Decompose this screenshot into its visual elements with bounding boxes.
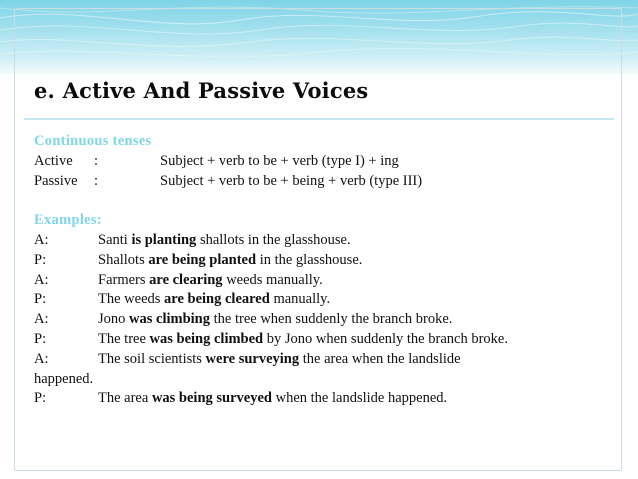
verb-phrase: was climbing <box>129 311 210 328</box>
example-label: P: <box>34 291 47 308</box>
example-row <box>34 251 604 271</box>
example-label: P: <box>34 390 47 407</box>
slide-content <box>34 132 604 409</box>
example-label: A: <box>34 350 49 367</box>
title-divider <box>24 118 614 120</box>
example-sentence: Farmers are clearing weeds manually. <box>98 271 323 288</box>
example-row <box>34 310 604 330</box>
example-row <box>34 271 604 291</box>
examples-heading: Examples: <box>34 212 102 229</box>
example-row <box>34 389 604 409</box>
slide-title: e. Active And Passive Voices <box>34 78 369 103</box>
form-row-passive <box>34 172 604 192</box>
example-sentence: Santi is planting shallots in the glasshouse. <box>98 231 351 248</box>
example-row <box>34 290 604 310</box>
verb-phrase: is planting <box>131 231 197 248</box>
form-colon: : <box>94 152 99 169</box>
example-sentence: The tree was being climbed by Jono when suddenly the branch broke. <box>98 330 508 347</box>
example-row <box>34 231 604 251</box>
example-label: A: <box>34 231 49 248</box>
example-sentence: The soil scientists were surveying the area when the landslide <box>98 350 461 367</box>
verb-phrase: was being climbed <box>149 330 264 347</box>
example-sentence: Jono was climbing the tree when suddenly the branch broke. <box>98 311 453 328</box>
example-row <box>34 350 604 370</box>
example-label: P: <box>34 330 47 347</box>
example-sentence: The weeds are being cleared manually. <box>98 291 331 308</box>
verb-phrase: are being cleared <box>164 291 270 308</box>
form-colon: : <box>94 172 99 189</box>
section-heading: Continuous tenses <box>34 133 152 149</box>
form-row-active <box>34 152 604 172</box>
example-row <box>34 330 604 350</box>
example-sentence: Shallots are being planted in the glasshouse. <box>98 251 363 268</box>
example-continuation: happened. <box>34 370 94 387</box>
form-formula: Subject + verb to be + being + verb (type III) <box>160 172 423 189</box>
form-label: Passive <box>34 172 78 189</box>
example-sentence: The area was being surveyed when the landslide happened. <box>98 390 448 407</box>
form-label: Active <box>34 152 73 169</box>
verb-phrase: are being planted <box>148 251 257 268</box>
example-label: A: <box>34 311 49 328</box>
verb-phrase: was being surveyed <box>151 390 272 407</box>
form-formula: Subject + verb to be + verb (type I) + ing <box>160 152 399 169</box>
verb-phrase: are clearing <box>149 271 223 288</box>
example-label: A: <box>34 271 49 288</box>
verb-phrase: were surveying <box>205 350 300 367</box>
example-label: P: <box>34 251 47 268</box>
